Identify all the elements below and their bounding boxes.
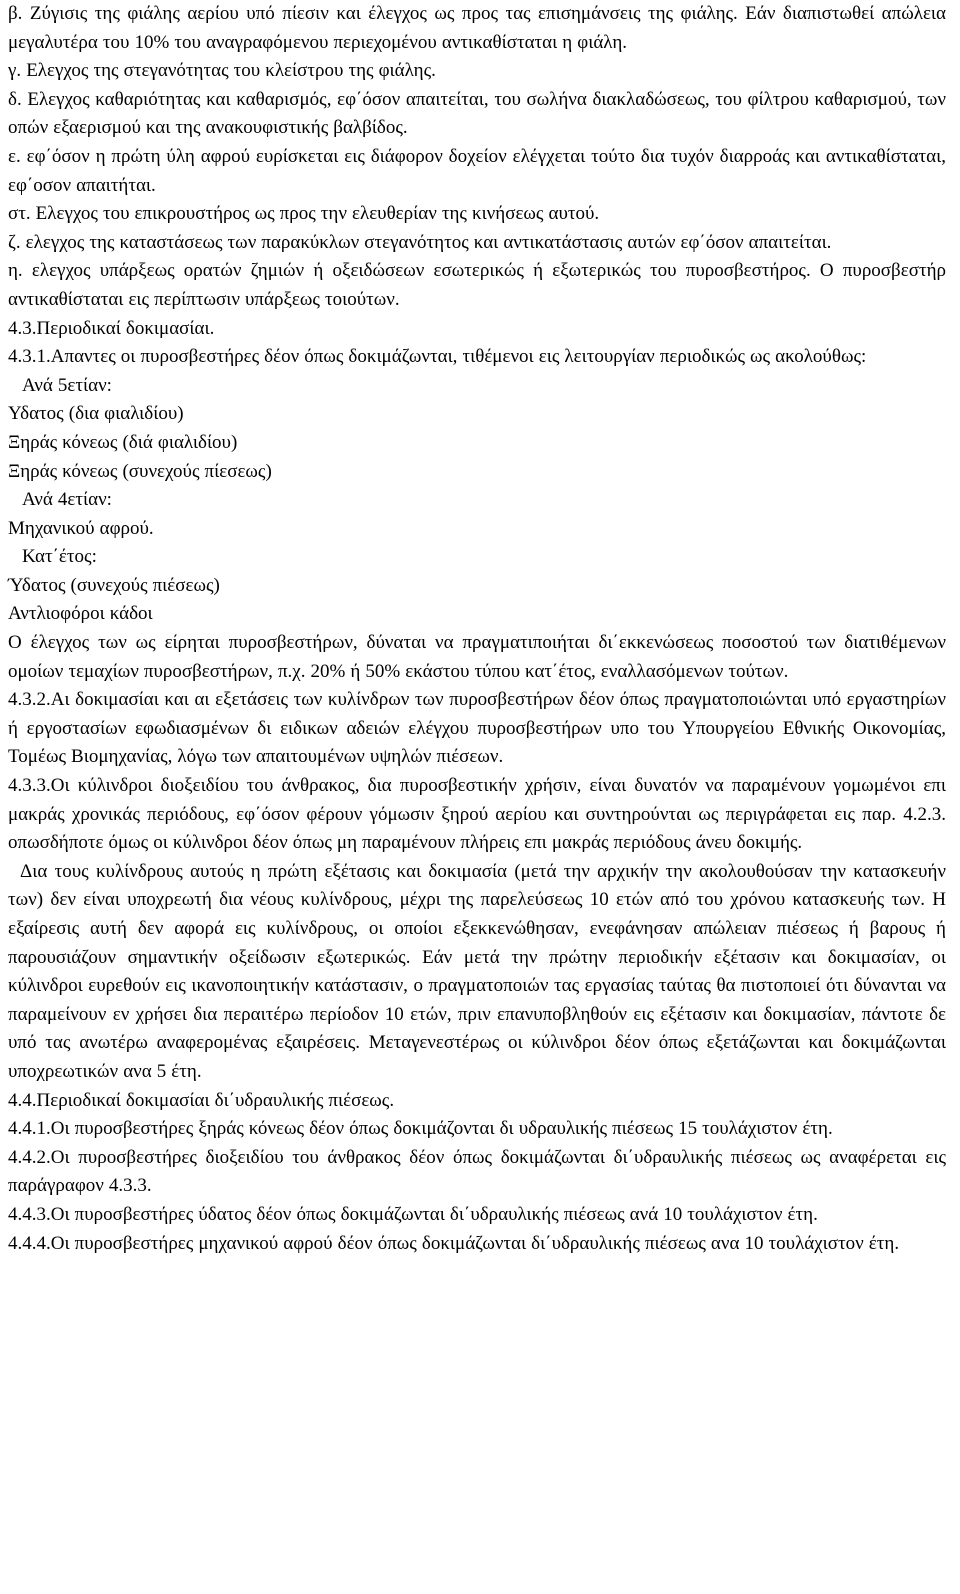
item-beta: β. Ζύγισις της φιάλης αερίου υπό πίεσιν και έλεγχος ως προς τας επισημάνσεις της φιάλης. Εάν διαπιστωθεί απώλεια μεγαλυτέρα του 10% του αναγραφόμενου περιεχομένου αντικαθίσταται η φιάλη. — [8, 3, 946, 53]
item-stigma: στ. Ελεγχος του επικρουστήρος ως προς την ελευθερίαν της κινήσεως αυτού. — [8, 203, 600, 225]
list-item: Ξηράς κόνεως (διά φιαλιδίου) — [8, 431, 238, 453]
list-item: Υδατος (δια φιαλιδίου) — [8, 403, 184, 425]
section-4-4-1: 4.4.1.Οι πυροσβεστήρες ξηράς κόνεως δέον όπως δοκιμάζονται δι υδραυλικής πιέσεως 15 τουλάχιστον έτη. — [8, 1118, 833, 1140]
section-heading-4-3: 4.3.Περιοδικαί δοκιμασίαι. — [8, 317, 215, 339]
section-4-3-2: 4.3.2.Αι δοκιμασίαι και αι εξετάσεις των κυλίνδρων των πυροσβεστήρων δέον όπως πραγματοποιώνται υπό εργαστηρίων ή εργοστασίων εφωδιασμένων δι ειδικων αδειών ελέγχου πυροσβεστήρων υπο του Υπουργείου Εθνικής Οικονομίας, Τομέως Βιομηχανίας, λόγω των απαιτουμένων υψηλών πιέσεων. — [8, 689, 946, 768]
interval-heading-4-years: Ανά 4ετίαν: — [22, 489, 112, 511]
section-4-3-3: 4.3.3.Οι κύλινδροι διοξειδίου του άνθρακος, δια πυροσβεστικήν χρήσιν, είναι δυνατόν να παραμένουν γομωμένοι επι μακράς χρονικάς περιόδους, εφ΄όσον φέρουν γόμωσιν ξηρού αερίου και συντηρούνται ως περιγράφεται εις παρ. 4.2.3. οπωσδήποτε όμως οι κύλινδροι δέον όπως μη παραμένουν πλήρεις επι μακράς περιόδους άνευ δοκιμής. — [8, 775, 946, 854]
interval-heading-yearly: Κατ΄έτος: — [22, 546, 97, 568]
item-delta: δ. Ελεγχος καθαριότητας και καθαρισμός, εφ΄όσον απαιτείται, του σωλήνα διακλαδώσεως, του φίλτρου καθαρισμού, των οπών εξαερισμού και της ανακουφιστικής βαλβίδος. — [8, 88, 946, 139]
item-zeta: ζ. ελεγχος της καταστάσεως των παρακύκλων στεγανότητος και αντικατάστασις αυτών εφ΄όσον απαιτείται. — [8, 231, 832, 253]
list-item: Αντλιοφόροι κάδοι — [8, 603, 153, 625]
interval-heading-5-years: Ανά 5ετίαν: — [22, 374, 112, 396]
list-item: Ξηράς κόνεως (συνεχούς πίεσεως) — [8, 460, 272, 482]
section-4-4-4: 4.4.4.Οι πυροσβεστήρες μηχανικού αφρού δέον όπως δοκιμάζωνται δι΄υδραυλικής πιέσεως ανα 10 τουλάχιστον έτη. — [8, 1232, 900, 1254]
cylinders-paragraph: Δια τους κυλίνδρους αυτούς η πρώτη εξέτασις και δοκιμασία (μετά την αρχικήν την ακολουθούσαν την κατασκευήν των) δεν είναι υποχρεωτή δια νέους κυλίνδρους, μέχρι της παρελεύσεως 10 ετών από του χρόνου κατασκευής των. Η εξαίρεσις αυτή δεν αφορά εις κυλίνδρους, οι οποίοι εξεκκενώθησαν, ενεφάνησαν απώλειαν πιέσεως ή βαρους ή παρουσιάζουν σημαντικήν οξείδωσιν εξωτερικώς. Εάν μετά την πρώτην περιοδικήν εξέτασιν και δοκιμασίαν, οι κύλινδροι ευρεθούν εις ικανοποιητικήν κατάστασιν, ο πραγματοποιών τας εργασίας ταύτας θα πιστοποιεί ότι δύνανται να παραμείνουν εν χρήσει δια περαιτέρω περίοδον 10 ετών, πριν επανυποβληθούν εις εξέτασιν και δοκιμασίαν, πάντοτε δε υπό τας ανωτέρω αναφερομένας εξαιρέσεις. Μεταγενεστέρως οι κύλινδροι δέον όπως εξετάζωνται και δοκιμάζωνται υποχρεωτικών ανα 5 έτη. — [8, 860, 946, 1082]
item-gamma: γ. Ελεγχος της στεγανότητας του κλείστρου της φιάλης. — [8, 60, 436, 82]
list-item: Ύδατος (συνεχούς πιέσεως) — [8, 574, 220, 596]
section-heading-4-4: 4.4.Περιοδικαί δοκιμασίαι δι΄υδραυλικής πιέσεως. — [8, 1089, 395, 1111]
section-4-4-3: 4.4.3.Οι πυροσβεστήρες ύδατος δέον όπως δοκιμάζωνται δι΄υδραυλικής πιέσεως ανά 10 τουλάχιστον έτη. — [8, 1203, 818, 1225]
item-eta: η. ελεγχος υπάρξεως ορατών ζημιών ή οξειδώσεων εσωτερικώς ή εξωτερικώς του πυροσβεστήρος. Ο πυροσβεστήρ αντικαθίσταται εις περίπτωσιν υπάρξεως τοιούτων. — [8, 260, 946, 310]
inspection-paragraph: Ο έλεγχος των ως είρηται πυροσβεστήρων, δύναται να πραγματιποιήται δι΄εκκενώσεως ποσοστού των διατιθέμενων ομοίων τεμαχίων πυροσβεστήρων, π.χ. 20% ή 50% εκάστου τύπου κατ΄έτος, εναλλασόμενων τούτων. — [8, 632, 946, 682]
section-4-4-2: 4.4.2.Οι πυροσβεστήρες διοξειδίου του άνθρακος δέον όπως δοκιμάζωνται δι΄υδραυλικής πιέσεως ως αναφέρεται εις παράγραφον 4.3.3. — [8, 1146, 946, 1197]
item-epsilon: ε. εφ΄όσον η πρώτη ύλη αφρού ευρίσκεται εις διάφορον δοχείον ελέγχεται τούτο δια τυχόν διαρροάς και αντικαθίσταται, εφ΄οσον απαιτήται. — [8, 145, 946, 196]
list-item: Μηχανικού αφρού. — [8, 517, 154, 539]
section-4-3-1: 4.3.1.Απαντες οι πυροσβεστήρες δέον όπως δοκιμάζωνται, τιθέμενοι εις λειτουργίαν περιοδικώς ως ακολούθως: — [8, 346, 867, 368]
